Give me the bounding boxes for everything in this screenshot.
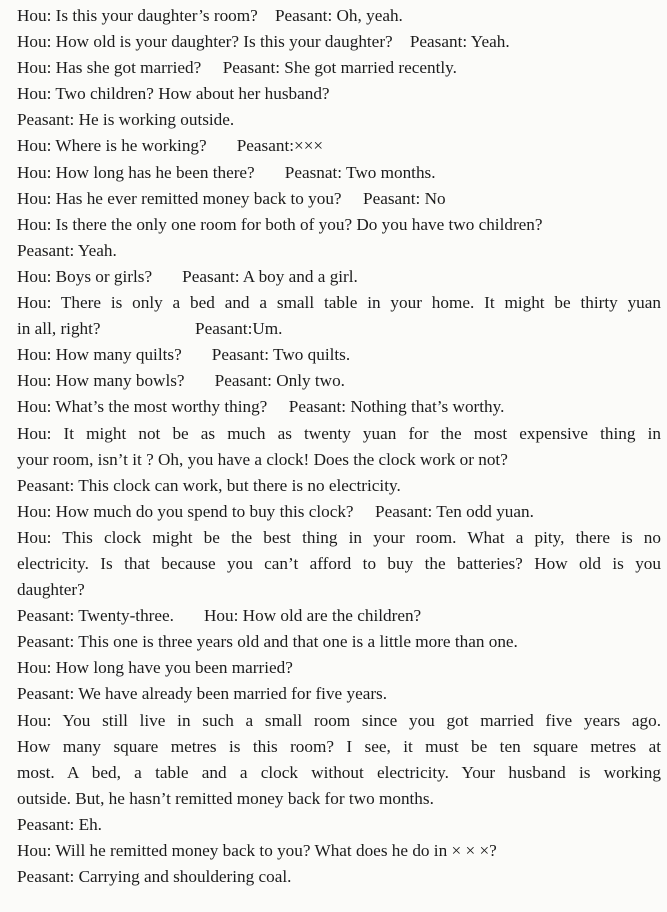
transcript-line: Hou: There is only a bed and a small table in your home. It might be thirty yuan bbox=[17, 293, 661, 313]
transcript-line: Hou: Where is he working? Peasant:××× bbox=[17, 136, 324, 156]
transcript-line: Hou: What’s the most worthy thing? Peasant: Nothing that’s worthy. bbox=[17, 397, 505, 417]
transcript-line: Peasant: He is working outside. bbox=[17, 110, 235, 130]
transcript-line: Hou: Is there the only one room for both of you? Do you have two children? bbox=[17, 214, 543, 234]
transcript-line: daughter? bbox=[17, 580, 85, 600]
transcript-line: Hou: Two children? How about her husband? bbox=[17, 84, 330, 104]
transcript-line: Hou: It might not be as much as twenty yuan for the most expensive thing in bbox=[17, 423, 661, 443]
transcript-line: Peasant: This one is three years old and that one is a little more than one. bbox=[17, 632, 518, 652]
transcript-line: Hou: Boys or girls? Peasant: A boy and a girl. bbox=[17, 266, 358, 286]
transcript-line: Hou: How long have you been married? bbox=[17, 658, 293, 678]
transcript-line: Hou: How many bowls? Peasant: Only two. bbox=[17, 371, 345, 391]
transcript-line: Hou: Is this your daughter’s room? Peasant: Oh, yeah. bbox=[17, 6, 403, 25]
transcript-line: Hou: How many quilts? Peasant: Two quilts. bbox=[17, 345, 351, 365]
transcript-line: Hou: Will he remitted money back to you? What does he do in × × ×? bbox=[17, 841, 497, 860]
transcript-line: Hou: Has he ever remitted money back to you? Peasant: No bbox=[17, 188, 446, 208]
transcript-line: Hou: Has she got married? Peasant: She got married recently. bbox=[17, 58, 457, 78]
transcript-line: Hou: How much do you spend to buy this clock? Peasant: Ten odd yuan. bbox=[17, 501, 534, 521]
transcript-line: Peasant: This clock can work, but there is no electricity. bbox=[17, 475, 401, 495]
transcript-line: Peasant: Carrying and shouldering coal. bbox=[17, 867, 292, 887]
transcript-line: Hou: This clock might be the best thing in your room. What a pity, there is no bbox=[17, 527, 661, 547]
transcript-line: Peasant: We have already been married for five years. bbox=[17, 684, 388, 704]
transcript-line: Hou: How old is your daughter? Is this your daughter? Peasant: Yeah. bbox=[17, 32, 510, 52]
transcript-line: Peasant: Eh. bbox=[17, 814, 102, 834]
transcript-line: Peasant: Yeah. bbox=[17, 240, 117, 260]
transcript-line: in all, right? Peasant:Um. bbox=[17, 319, 283, 339]
transcript-line: most. A bed, a table and a clock without electricity. Your husband is working bbox=[17, 762, 661, 782]
transcript-line: Hou: How long has he been there? Peasnat: Two months. bbox=[17, 162, 436, 182]
transcript-line: electricity. Is that because you can’t afford to buy the batteries? How old is you bbox=[17, 553, 661, 573]
transcript-line: Peasant: Twenty-three. Hou: How old are the children? bbox=[17, 606, 422, 626]
transcript-line: your room, isn’t it ? Oh, you have a clock! Does the clock work or not? bbox=[17, 449, 508, 469]
transcript-line: outside. But, he hasn’t remitted money back for two months. bbox=[17, 788, 434, 808]
transcript-body bbox=[17, 3, 661, 890]
transcript-line: How many square metres is this room? I see, it must be ten square metres at bbox=[17, 736, 661, 756]
transcript-line: Hou: You still live in such a small room since you got married five years ago. bbox=[17, 710, 661, 730]
